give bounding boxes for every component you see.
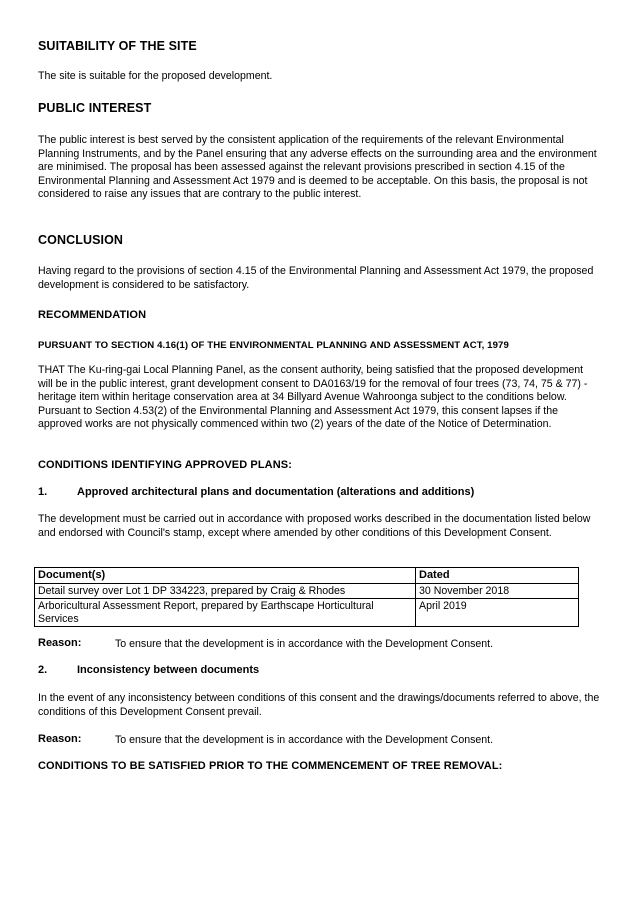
- table-row: [35, 583, 579, 599]
- table-header-row: [35, 568, 579, 584]
- condition-2-number: 2.: [38, 664, 48, 676]
- condition-1-title: Approved architectural plans and documentation (alterations and additions): [77, 486, 475, 498]
- conclusion-heading: CONCLUSION: [38, 233, 124, 247]
- recommendation-text: THAT The Ku-ring-gai Local Planning Panel, as the consent authority, being satisfied that the proposed development will be in the public interest, grant development consent to DA0163/19 for the removal of four trees (73, 74, 75 & 77) - heritage item within heritage conservation area at 34 Billyard Avenue Wahroonga subject to the conditions below. Pursuant to Section 4.53(2) of the Environmental Planning and Assessment Act 1979, this consent lapses if the approved works are not physically commenced within two (2) years of the date of the Notice of Determination.: [38, 364, 588, 431]
- approved-documents-table: [34, 567, 579, 627]
- column-header-dated: Dated: [416, 568, 579, 584]
- recommendation-heading: RECOMMENDATION: [38, 309, 147, 321]
- table-row: [35, 599, 579, 627]
- condition-1-number: 1.: [38, 486, 48, 498]
- table-cell-document: Detail survey over Lot 1 DP 334223, prepared by Craig & Rhodes: [35, 583, 416, 599]
- table-cell-date: 30 November 2018: [416, 583, 579, 599]
- suitability-text: The site is suitable for the proposed development.: [38, 70, 273, 82]
- condition-1-text: The development must be carried out in accordance with proposed works described in the documentation listed below and endorsed with Council's stamp, except where amended by other conditions of this Development Consent.: [38, 513, 591, 539]
- condition-2-reason-text: To ensure that the development is in accordance with the Development Consent.: [115, 734, 494, 746]
- table-cell-date: April 2019: [416, 599, 579, 627]
- condition-1-reason-text: To ensure that the development is in accordance with the Development Consent.: [115, 638, 494, 650]
- conclusion-text: Having regard to the provisions of section 4.15 of the Environmental Planning and Assessment Act 1979, the proposed development is considered to be satisfactory.: [38, 265, 594, 291]
- suitability-heading: SUITABILITY OF THE SITE: [38, 39, 197, 53]
- public-interest-text: The public interest is best served by the consistent application of the requirements of the relevant Environmental Planning Instruments, and by the Panel ensuring that any adverse effects on the surrounding area and the environment are minimised. The proposal has been assessed against the relevant provisions prescribed in section 4.15 of the Environmental Planning and Assessment Act 1979 and is deemed to be acceptable. On this basis, the proposal is not considered to raise any issues that are contrary to the public interest.: [38, 134, 597, 201]
- conditions-plans-heading: CONDITIONS IDENTIFYING APPROVED PLANS:: [38, 459, 292, 471]
- recommendation-subheading: PURSUANT TO SECTION 4.16(1) OF THE ENVIRONMENTAL PLANNING AND ASSESSMENT ACT, 1979: [38, 340, 509, 351]
- condition-2-text: In the event of any inconsistency between conditions of this consent and the drawings/documents referred to above, the conditions of this Development Consent prevail.: [38, 692, 600, 718]
- condition-2-reason-label: Reason:: [38, 733, 82, 745]
- column-header-documents: Document(s): [35, 568, 416, 584]
- public-interest-heading: PUBLIC INTEREST: [38, 101, 152, 115]
- conditions-prior-heading: CONDITIONS TO BE SATISFIED PRIOR TO THE COMMENCEMENT OF TREE REMOVAL:: [38, 760, 503, 772]
- condition-2-title: Inconsistency between documents: [77, 664, 260, 676]
- condition-1-reason-label: Reason:: [38, 637, 82, 649]
- table-cell-document: Arboricultural Assessment Report, prepared by Earthscape Horticultural Services: [35, 599, 416, 627]
